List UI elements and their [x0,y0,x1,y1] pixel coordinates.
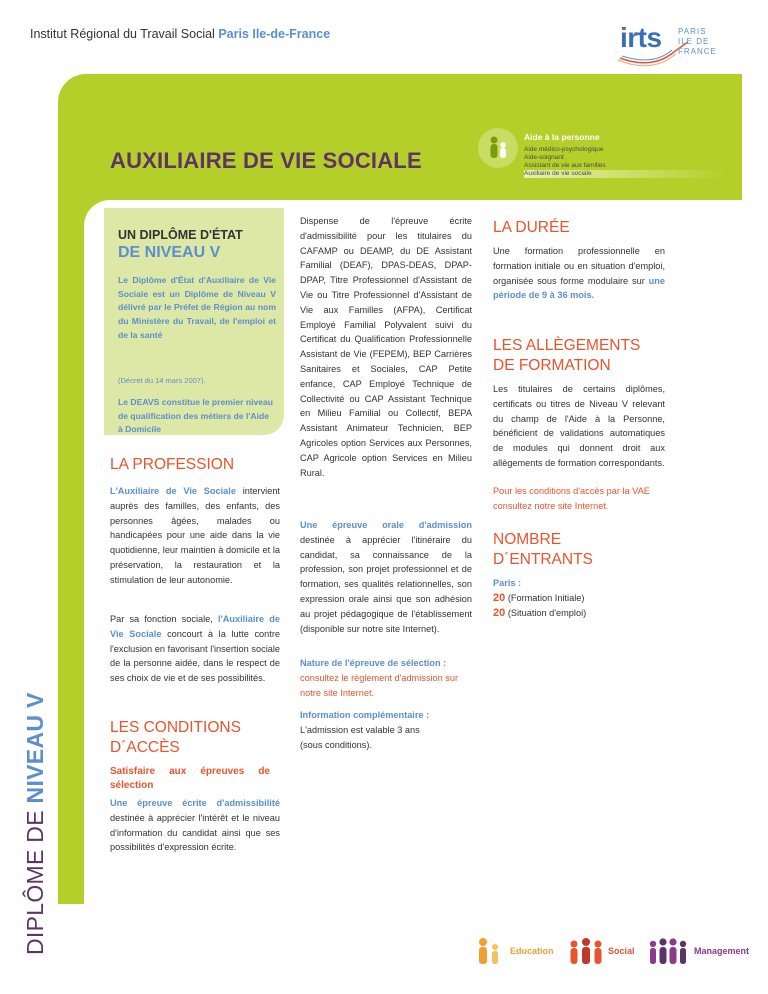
footer-education: Education [510,946,554,956]
logo-sub-line1: PARIS [678,27,707,36]
entrants-title [493,530,593,570]
logo-subtitle [678,27,742,57]
entrants-city: Paris : [493,578,522,588]
aide-item: Aide médico-psychologique [524,146,604,153]
entrants-list [493,576,665,620]
conditions-title [110,718,241,758]
written-exam-paragraph [110,796,280,855]
duree-highlight: une période de 9 à 36 mois. [493,275,665,301]
education-icon [472,936,506,966]
nature-lead: Nature de l'épreuve de sélection : [300,658,447,668]
vertical-diploma-label [22,692,49,955]
info-paragraph [300,708,472,752]
duree-title: LA DURÉE [493,219,570,236]
exemptions-paragraph: Dispense de l'épreuve écrite d'admissibilité pour les titulaires du CAFAMP ou DEAMP, du DE Assistant Familial (DEAF), DPAS-DEAS, DPAP-DPAP, Titre Professionnel d'Assistant de Vie ou Titre Professionnel d'Assistant de Vie aux Familles (AFPA), Certificat Employé Familial Polyvalent suivi du Certificat du Qualification Professionnelle Assistant de Vie (FEPEM), BEP Carrières Sanitaires et Sociales, CAP Petite enfance, CAP Employé Technique de Collectivité ou CAP Assistant Technique en Milieu Familial ou Collectif, BEPA Assistant Animateur Technicien, BEP Agricoles option Services aux Personnes, CAP Agricole option Services en Milieu Rural. [300,216,472,478]
page-title: AUXILIAIRE DE VIE SOCIALE [110,148,422,173]
irts-logo [612,22,742,62]
profession-paragraph-1 [110,484,280,588]
written-exam-lead: Une épreuve écrite d'admissibilité [110,798,280,808]
entrants-row [493,606,665,621]
vertical-label-part2: NIVEAU V [22,692,48,804]
written-exam-text: destinée à apprécier l'intérêt et le niveau d'information du candidat ainsi que ses possibilités d'expression écrite. [110,812,280,853]
entrants-count: 20 [493,591,506,604]
allegements-title-line1: LES ALLÈGEMENTS [493,337,641,354]
profession-text: intervient auprès des familles, des enfants, des personnes âgées, malades ou handicapées pour une aide dans la vie quotidienne, leur maintien à domicile et la préservation, la restauration et la stimulation de leur autonomie. [110,486,280,585]
info-text-2: (sous conditions). [300,739,373,750]
diploma-description: Le Diplôme d'État d'Auxiliaire de Vie Sociale est un Diplôme de Niveau V délivré par le Préfet de Région au nom du Ministère du Travail, de l'emploi et de la santé [118,275,276,340]
header-institute [30,27,330,41]
diploma-note: Le DEAVS constitue le premier niveau de qualification des métiers de l'Aide à Domicile [118,397,274,435]
oral-exam-lead: Une épreuve orale d'admission [300,520,472,530]
duree-paragraph [493,244,665,303]
conditions-title-line2: D´ACCÈS [110,739,180,756]
logo-text: irts [620,22,662,53]
oral-exam-paragraph [300,518,472,636]
allegements-title [493,336,640,376]
social-icon [566,936,606,966]
diploma-line1: UN DIPLÔME D'ÉTAT [118,228,243,242]
family-icon [478,128,518,168]
footer-management: Management [694,946,750,956]
info-text-1: L'admission est valable 3 ans [300,724,420,735]
aide-item-active: Auxiliaire de vie sociale [524,170,724,178]
profession-p2-lead: l'Auxiliaire de Vie Sociale [110,614,281,639]
entrants-label: (Formation Initiale) [507,592,585,603]
entrants-title-line2: D´ENTRANTS [493,551,593,568]
profession-title: LA PROFESSION [110,456,235,473]
nature-text: consultez le règlement d'admission sur notre site Internet. [300,672,459,698]
institute-region: Paris Ile-de-France [218,27,331,41]
institute-name: Institut Régional du Travail Social [30,27,215,41]
aide-heading: Aide à la personne [524,132,600,142]
diploma-decree: (Décret du 14 mars 2007). [118,376,206,385]
profession-p2-text: concourt à la lutte contre l'exclusion en favorisant l'insertion sociale de la personne aidée, dans le respect de ses choix de vie et de ses possibilités. [110,628,280,684]
aide-item: Assistant de vie aux familles [524,162,606,169]
aide-list [524,146,724,178]
logo-sub-line2: ILE DE FRANCE [678,37,717,56]
entrants-label: (Situation d'emploi) [507,607,587,618]
profession-p2-intro: Par sa fonction sociale, [110,614,219,624]
info-lead: Information complémentaire : [300,710,430,720]
diploma-box [104,208,284,435]
vae-note: Pour les conditions d'accès par la VAE consultez notre site Internet. [493,486,650,511]
oral-exam-text: destinée à apprécier l'itinéraire du candidat, sa connaissance de la profession, son projet professionnel et de formation, ses qualités relationnelles, son expression orale ainsi que son adhésion au projet pédagogique de l'établissement (disponible sur notre site Internet). [300,534,472,634]
conditions-subtitle: Satisfaire aux épreuves de sélection [110,766,270,791]
management-icon [646,936,690,966]
entrants-title-line1: NOMBRE [493,531,562,548]
aide-personne-box [478,124,732,186]
aide-item: Aide-soignant [524,154,564,161]
duree-text: Une formation professionnelle en formation initiale ou en situation d'emploi, organisée sous forme modulaire sur [493,246,665,286]
entrants-row [493,591,665,606]
profession-paragraph-2 [110,612,280,686]
allegements-title-line2: DE FORMATION [493,357,611,374]
allegements-paragraph: Les titulaires de certains diplômes, certificats ou titres de Niveau V relevant du champ de l'Aide à la Personne, bénéficient de validations automatiques de modules qui donnent droit aux allègements de formation correspondants. [493,384,665,468]
entrants-count: 20 [493,606,506,619]
vertical-label-part1: DIPLÔME DE [22,803,48,955]
nature-paragraph [300,656,472,700]
profession-lead: L'Auxiliaire de Vie Sociale [110,486,236,496]
diploma-line2: DE NIVEAU V [118,244,221,261]
footer-social: Social [608,946,635,956]
conditions-title-line1: LES CONDITIONS [110,719,241,736]
